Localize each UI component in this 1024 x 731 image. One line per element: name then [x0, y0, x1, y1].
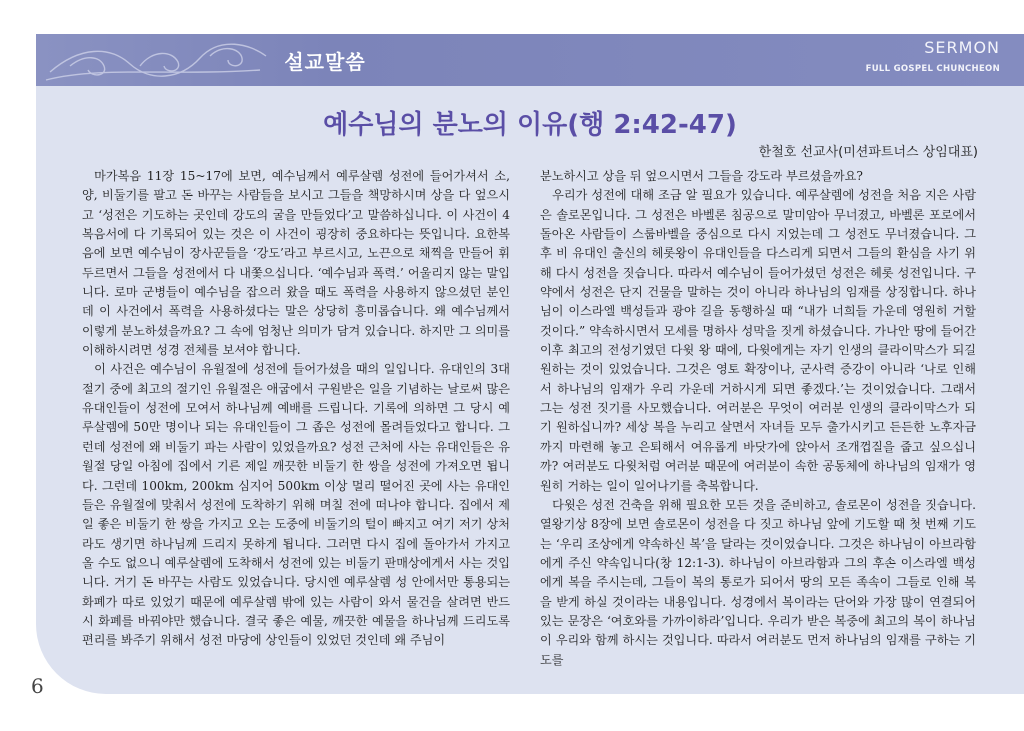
- article-title: 예수님의 분노의 이유(행 2:42-47): [323, 110, 737, 140]
- paragraph: 다윗은 성전 건축을 위해 필요한 모든 것을 준비하고, 솔로몬이 성전을 짓습니다. 열왕기상 8장에 보면 솔로몬이 성전을 다 짓고 하나님 앞에 기도할 때 첫 번째 기도는 ‘우리 조상에게 약속하신 복’을 달라는 것이었습니다. 그것은 하나님이 아브라함에게 주신 약속입니다(창 12:1-3). 하나님이 아브라함과 그의 후손 이스라엘 백성에게 복을 주시는데, 그들이 복의 통로가 되어서 땅의 모든 족속이 그들로 인해 복을 받게 하실 것이라는 내용입니다. 성경에서 복이라는 단어와 가장 많이 연결되어 있는 문장은 ‘여호와를 가까이하라’입니다. 우리가 받은 복중에 최고의 복이 하나님이 우리와 함께 하시는 것입니다. 따라서 여러분도 먼저 하나님의 임재를 구하는 기도를: [540, 497, 976, 667]
- paragraph: 분노하시고 상을 뒤 엎으시면서 그들을 강도라 부르셨을까요?: [540, 169, 863, 183]
- brand-subtitle: FULL GOSPEL CHUNCHEON: [865, 64, 1000, 74]
- paragraph: 마가복음 11장 15~17에 보면, 예수님께서 예루살렘 성전에 들어가셔서 소, 양, 비둘기를 팔고 돈 바꾸는 사람들을 보시고 그들을 책망하시며 상을 다 엎으시고 ‘성전은 기도하는 곳인데 강도의 굴을 만들었다’고 말씀하십니다. 이 사건이 4복음서에 다 기록되어 있는 것은 이 사건이 굉장히 중요하다는 뜻입니다. 요한복음에 보면 예수님이 장사꾼들을 ‘강도’라고 부르시고, 노끈으로 채찍을 만들어 휘두르면서 그들을 성전에서 다 내쫓으십니다. ‘예수님과 폭력.’ 어울리지 않는 말입니다. 로마 군병들이 예수님을 잡으러 왔을 때도 폭력을 사용하지 않으셨던 분인데 이 사건에서 폭력을 사용하셨다는 말은 상당히 흥미롭습니다. 왜 예수님께서 이렇게 분노하셨을까요? 그 속에 엄청난 의미가 담겨 있습니다. 하지만 그 의미를 이해하시려면 성경 전체를 보셔야 합니다.: [82, 169, 510, 358]
- page-number: 6: [31, 674, 44, 698]
- left-column: [82, 167, 510, 651]
- ornament-swirl-icon: [40, 36, 270, 84]
- page-margin: [0, 0, 36, 731]
- paragraph: 이 사건은 예수님이 유월절에 성전에 들어가셨을 때의 일입니다. 유대인의 3대 절기 중에 최고의 절기인 유월절은 애굽에서 구원받은 일을 기념하는 날로써 많은 유대인들이 성전에 모여서 하나님께 예배를 드립니다. 기록에 의하면 그 당시 예루살렘에 50만 명이나 되는 유대인들이 그 좁은 성전에 몰려들었다고 합니다. 그런데 성전에 왜 비둘기 파는 사람이 있었을까요? 성전 근처에 사는 유대인들은 유월절 당일 아침에 집에서 기른 제일 깨끗한 비둘기 한 쌍을 성전에 가져오면 됩니다. 그런데 100km, 200km 심지어 500km 이상 멀리 떨어진 곳에 사는 유대인들은 유월절에 맞춰서 성전에 도착하기 위해 며칠 전에 떠나야 합니다. 집에서 제일 좋은 비둘기 한 쌍을 가지고 오는 도중에 비둘기의 털이 빠지고 여기 저기 상처라도 생기면 하나님께 드리지 못하게 됩니다. 그러면 다시 집에 돌아가서 가지고 올 수도 없으니 예루살렘에 도착해서 성전에 있는 비둘기 판매상에게서 사는 것입니다. 거기 돈 바꾸는 사람도 있었습니다. 당시엔 예루살렘 성 안에서만 통용되는 화폐가 따로 있었기 때문에 예루살렘 밖에 있는 사람이 와서 물건을 살려면 반드시 화폐를 바꿔야만 했습니다. 결국 좋은 예물, 깨끗한 예물을 하나님께 드리도록 편리를 봐주기 위해서 성전 마당에 상인들이 있었던 것인데 왜 주님이: [82, 362, 510, 648]
- paragraph: 우리가 성전에 대해 조금 알 필요가 있습니다. 예루살렘에 성전을 처음 지은 사람은 솔로몬입니다. 그 성전은 바벨론 침공으로 말미암아 무너졌고, 바벨론 포로에서 돌아온 사람들이 스룹바벨을 중심으로 다시 지었는데 그 성전도 무너졌습니다. 그 후 비 유대인 출신의 헤롯왕이 유대인들을 다스리게 되면서 그들의 환심을 사기 위해 다시 성전을 짓습니다. 따라서 예수님이 들어가셨던 성전은 헤롯 성전입니다. 구약에서 성전은 단지 건물을 말하는 것이 아니라 하나님의 임재를 상징합니다. 하나님이 이스라엘 백성들과 광야 길을 동행하실 때 “내가 너희들 가운데 영원히 거할 것이다.” 약속하시면서 모세를 명하사 성막을 짓게 하셨습니다. 가나안 땅에 들어간 이후 최고의 전성기였던 다윗 왕 때에, 다윗에게는 자기 인생의 클라이막스가 되길 원하는 것이 있었습니다. 그것은 영토 확장이나, 군사력 증강이 아니라 ‘나로 인해서 하나님의 임재가 우리 가운데 거하시게 되면 좋겠다.’는 것이었습니다. 그래서 그는 성전 짓기를 사모했습니다. 여러분은 무엇이 여러분 인생의 클라이막스가 되기 원하십니까? 세상 복을 누리고 살면서 자녀들 모두 출가시키고 든든한 노후자금까지 마련해 놓고 은퇴해서 여유롭게 바닷가에 앉아서 조개껍질을 줍고 싶으십니까? 여러분도 다윗처럼 여러분 때문에 여러분이 속한 공동체에 하나님의 임재가 영원히 거하는 일이 일어나기를 축복합니다.: [540, 188, 976, 493]
- article-author: 한철호 선교사(미션파트너스 상임대표): [758, 145, 978, 160]
- right-column: [540, 167, 976, 670]
- section-label: 설교말씀: [284, 49, 366, 74]
- brand-title: SERMON: [924, 38, 1000, 57]
